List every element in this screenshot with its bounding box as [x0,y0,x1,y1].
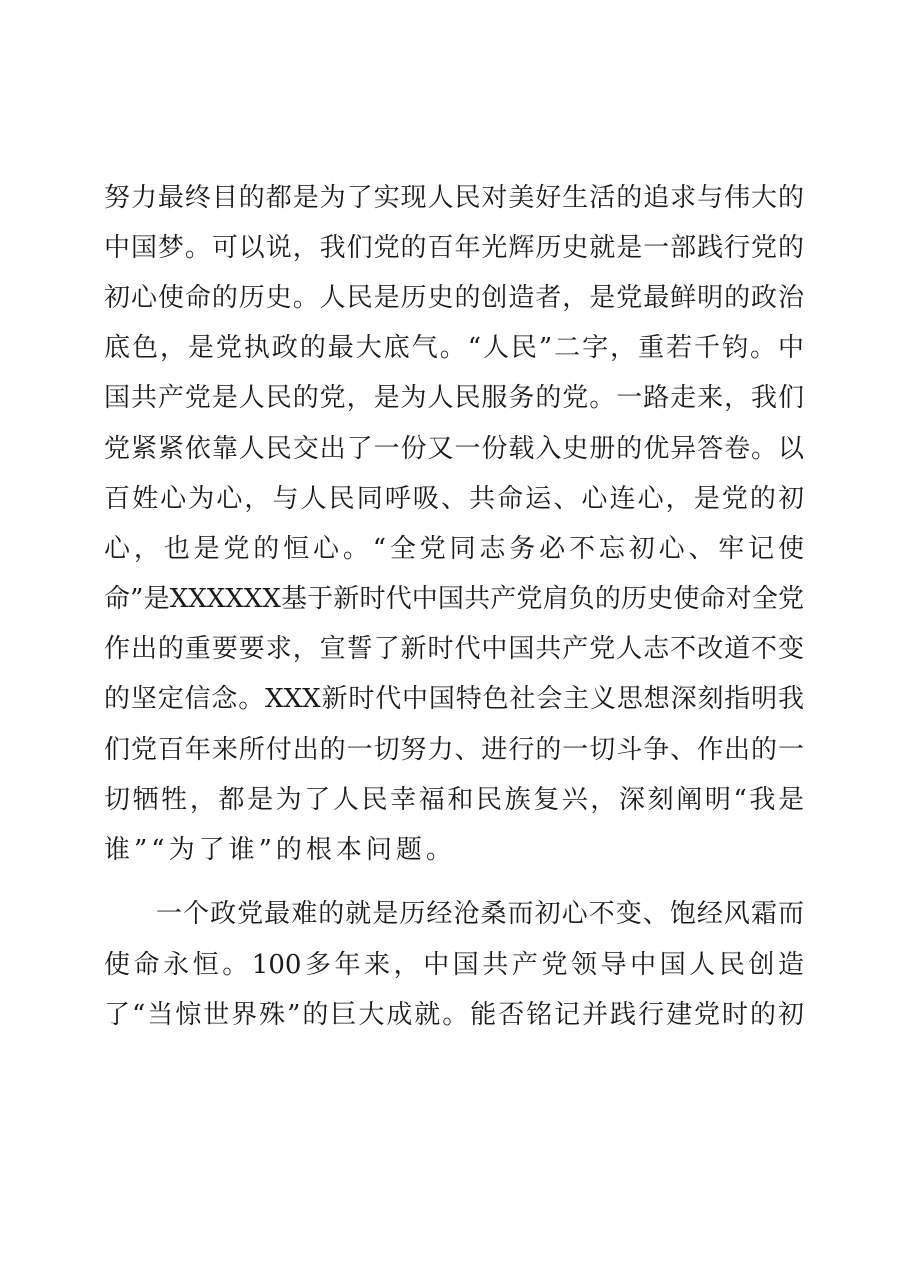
text-line: 努力最终目的都是为了实现人民对美好生活的追求与伟大的 [104,183,804,213]
text-line: 作出的重要要求，宣誓了新时代中国共产党人志不改道不变 [104,634,804,664]
text-line: 的坚定信念。XXX新时代中国特色社会主义思想深刻指明我 [104,684,804,714]
text-line: 百姓心为心，与人民同呼吸、共命运、心连心，是党的初 [104,484,804,514]
text-line: 使命永恒。100多年来，中国共产党领导中国人民创造 [104,950,804,980]
text-line: 们党百年来所付出的一切努力、进行的一切斗争、作出的一 [104,735,804,765]
text-line: 初心使命的历史。人民是历史的创造者，是党最鲜明的政治 [104,283,804,313]
text-line: 谁”“为了谁”的根本问题。 [104,835,456,865]
text-line: 命”是XXXXXX基于新时代中国共产党肩负的历史使命对全党 [104,584,804,614]
text-line: 了“当惊世界殊”的巨大成就。能否铭记并践行建党时的初 [104,1000,804,1030]
text-line: 国共产党是人民的党，是为人民服务的党。一路走来，我们 [104,383,804,413]
text-line: 党紧紧依靠人民交出了一份又一份载入史册的优异答卷。以 [104,434,804,464]
text-line: 中国梦。可以说，我们党的百年光辉历史就是一部践行党的 [104,233,804,263]
text-line: 切牺牲，都是为了人民幸福和民族复兴，深刻阐明“我是 [104,785,804,815]
text-line: 一个政党最难的就是历经沧桑而初心不变、饱经风霜而 [156,899,804,929]
text-line: 底色，是党执政的最大底气。“人民”二字，重若千钧。中 [104,333,804,363]
text-line: 心，也是党的恒心。“全党同志务必不忘初心、牢记使 [104,534,804,564]
